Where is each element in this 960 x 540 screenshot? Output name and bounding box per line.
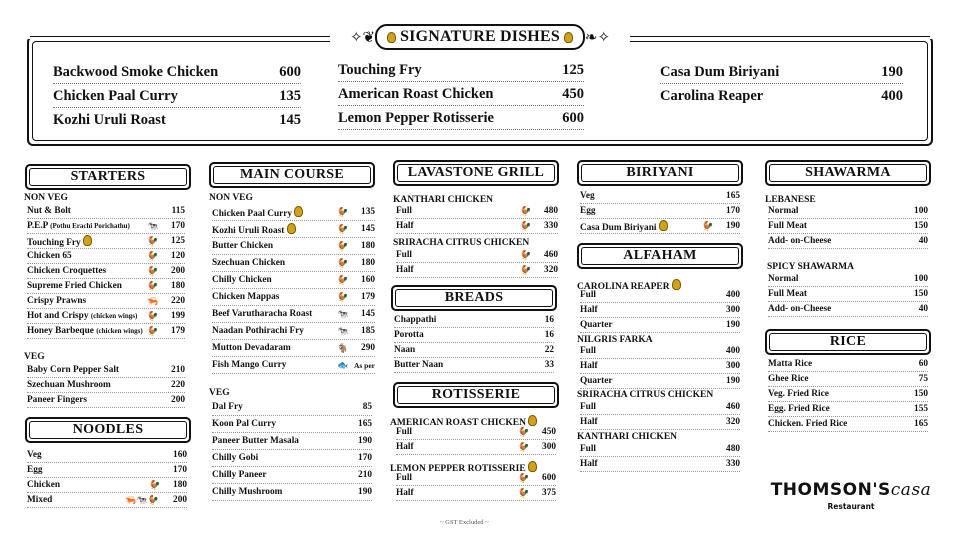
signature-item: Carolina Reaper 400 <box>660 88 903 104</box>
list-item: Full 400 <box>580 344 740 359</box>
list-item: P.E.P (Pothu Erachi Porichathu) 🐄 170 <box>27 219 185 234</box>
group-label: CAROLINA REAPER <box>577 279 681 292</box>
lavastone-list-1 <box>396 204 558 234</box>
chicken-icon: 🐓 <box>147 280 159 291</box>
mixed-icon: 🦐🐄🐓 <box>125 494 159 505</box>
medal-icon <box>83 235 92 246</box>
cow-icon: 🐄 <box>337 325 349 336</box>
section-header-rotisserie: ROTISSERIE <box>393 382 559 408</box>
list-item: Quarter 190 <box>580 374 740 389</box>
signature-col-3 <box>660 60 903 108</box>
list-item: Veg 165 <box>580 189 740 204</box>
section-header-main-course: MAIN COURSE <box>209 162 375 188</box>
group-label: AMERICAN ROAST CHICKEN <box>390 415 537 428</box>
list-item: Naadan Pothirachi Fry 🐄 185 <box>212 323 375 340</box>
list-item: Dal Fry 85 <box>212 399 372 416</box>
list-item: Quarter 190 <box>580 318 740 333</box>
list-item: Hot and Crispy (chicken wings) 🐓 199 <box>27 309 185 324</box>
section-header-biriyani: BIRIYANI <box>577 160 743 186</box>
list-item: Egg 170 <box>580 204 740 219</box>
shawarma-list-1 <box>768 204 928 249</box>
chicken-icon: 🐓 <box>518 472 530 483</box>
list-item: Full Meat 150 <box>768 287 928 302</box>
chicken-icon: 🐓 <box>147 310 159 321</box>
list-item: Paneer Butter Masala 190 <box>212 433 372 450</box>
group-label: SRIRACHA CITRUS CHICKEN <box>393 238 530 248</box>
list-item: Half 🐓 300 <box>396 440 556 455</box>
category-label: NON VEG <box>209 193 253 203</box>
biriyani-list <box>580 189 740 234</box>
list-item: Fish Mango Curry 🐟 As per <box>212 357 375 374</box>
list-item: Paneer Fingers 200 <box>27 393 185 408</box>
list-item: Koon Pal Curry 165 <box>212 416 372 433</box>
list-item: Half 🐓 375 <box>396 486 556 501</box>
signature-item: Touching Fry 125 <box>338 58 584 82</box>
list-item: Chicken Croquettes 🐓 200 <box>27 264 185 279</box>
starters-nonveg-list <box>27 204 185 339</box>
signature-title-wrap <box>330 20 630 54</box>
list-item: Supreme Fried Chicken 🐓 180 <box>27 279 185 294</box>
list-item: Naan 22 <box>394 343 554 358</box>
list-item: Chilly Mushroom 190 <box>212 484 372 501</box>
chicken-icon: 🐓 <box>520 249 532 260</box>
chicken-icon: 🐓 <box>520 205 532 216</box>
rice-list <box>768 357 928 432</box>
chicken-icon: 🐓 <box>337 223 349 234</box>
list-item: Half 330 <box>580 457 740 472</box>
section-header-starters: STARTERS <box>25 164 191 190</box>
list-item: Mutton Devadaram 🐐 290 <box>212 340 375 357</box>
signature-title: SIGNATURE DISHES <box>375 24 585 50</box>
list-item: Szechuan Chicken 🐓 180 <box>212 255 375 272</box>
list-item: Half 300 <box>580 303 740 318</box>
list-item: Full 480 <box>580 442 740 457</box>
list-item: Chicken Mappas 🐓 179 <box>212 289 375 306</box>
main-veg-list <box>212 399 372 501</box>
section-header-rice: RICE <box>765 329 931 355</box>
list-item: Chappathi 16 <box>394 313 554 328</box>
lavastone-list-2 <box>396 248 558 278</box>
list-item: Crispy Prawns 🦐 220 <box>27 294 185 309</box>
list-item: Chicken 🐓 180 <box>27 478 187 493</box>
list-item: Butter Chicken 🐓 180 <box>212 238 375 255</box>
list-item: Chicken Paal Curry 🐓 135 <box>212 204 375 221</box>
list-item: Chilly Chicken 🐓 160 <box>212 272 375 289</box>
list-item: Ghee Rice 75 <box>768 372 928 387</box>
signature-col-2 <box>338 58 584 130</box>
list-item: Egg 170 <box>27 463 187 478</box>
ornament-left-icon: ✧❦ <box>349 27 376 46</box>
goat-icon: 🐐 <box>337 342 349 353</box>
list-item: Normal 100 <box>768 272 928 287</box>
group-label: KANTHARI CHICKEN <box>577 432 678 442</box>
chicken-icon: 🐓 <box>702 220 714 231</box>
chicken-icon: 🐓 <box>337 240 349 251</box>
section-header-shawarma: SHAWARMA <box>765 160 931 186</box>
ornament-right-icon: ❧✧ <box>584 27 611 46</box>
chicken-icon: 🐓 <box>337 257 349 268</box>
section-header-noodles: NOODLES <box>25 417 191 443</box>
category-label: NON VEG <box>24 193 68 203</box>
section-header-lavastone-grill: LAVASTONE GRILL <box>393 160 559 186</box>
list-item: Nut & Bolt 115 <box>27 204 185 219</box>
chicken-icon: 🐓 <box>520 264 532 275</box>
list-item: Chicken. Fried Rice 165 <box>768 417 928 432</box>
alfaham-list-4 <box>580 442 740 472</box>
group-label: NILGRIS FARKA <box>577 335 653 345</box>
shawarma-list-2 <box>768 272 928 317</box>
medal-icon <box>287 223 296 234</box>
group-label: SPICY SHAWARMA <box>767 262 855 272</box>
alfaham-list-3 <box>580 400 740 430</box>
fish-icon: 🐟 <box>337 359 349 370</box>
chicken-icon: 🐓 <box>337 274 349 285</box>
list-item: Full 🐓 460 <box>396 248 558 263</box>
chicken-icon: 🐓 <box>337 291 349 302</box>
chicken-icon: 🐓 <box>147 325 159 336</box>
list-item: Add- on-Cheese 40 <box>768 234 928 249</box>
list-item: Matta Rice 60 <box>768 357 928 372</box>
list-item: Chilly Gobi 170 <box>212 450 372 467</box>
section-header-alfaham: ALFAHAM <box>577 243 743 269</box>
list-item: Half 🐓 330 <box>396 219 558 234</box>
chicken-icon: 🐓 <box>518 441 530 452</box>
cow-icon: 🐄 <box>147 220 159 231</box>
signature-item: Backwood Smoke Chicken 600 <box>53 60 301 84</box>
list-item: Butter Naan 33 <box>394 358 554 373</box>
list-item: Full 400 <box>580 288 740 303</box>
list-item: Szechuan Mushroom 220 <box>27 378 185 393</box>
gst-note: ~ GST Excluded ~ <box>440 519 489 526</box>
list-item: Veg 160 <box>27 448 187 463</box>
signature-col-1 <box>53 60 301 132</box>
prawn-icon: 🦐 <box>147 295 159 306</box>
chicken-icon: 🐓 <box>147 235 159 246</box>
breads-list <box>394 313 554 373</box>
signature-item: Casa Dum Biriyani 190 <box>660 60 903 84</box>
list-item: Half 🐓 320 <box>396 263 558 278</box>
medal-icon <box>294 206 303 217</box>
medal-icon <box>387 32 396 43</box>
chicken-icon: 🐓 <box>518 487 530 498</box>
signature-item: Lemon Pepper Rotisserie 600 <box>338 106 584 130</box>
list-item: Baby Corn Pepper Salt 210 <box>27 363 185 378</box>
main-nonveg-list <box>212 204 375 374</box>
category-label: VEG <box>24 352 45 362</box>
alfaham-list-1 <box>580 288 740 333</box>
brand-logo: THOMSON'Scasa Restaurant <box>770 480 932 511</box>
medal-icon <box>659 220 668 231</box>
group-label: SRIRACHA CITRUS CHICKEN <box>577 390 714 400</box>
signature-item: Chicken Paal Curry 135 <box>53 84 301 108</box>
signature-item: American Roast Chicken 450 <box>338 82 584 106</box>
chicken-icon: 🐓 <box>518 426 530 437</box>
list-item: Half 320 <box>580 415 740 430</box>
list-item: Half 300 <box>580 359 740 374</box>
chicken-icon: 🐓 <box>147 250 159 261</box>
list-item: Kozhi Uruli Roast 🐓 145 <box>212 221 375 238</box>
list-item: Full 🐓 600 <box>396 471 556 486</box>
group-label: KANTHARI CHICKEN <box>393 195 494 205</box>
list-item: Touching Fry 🐓 125 <box>27 235 185 248</box>
list-item: Egg. Fried Rice 155 <box>768 402 928 417</box>
group-label: LEMON PEPPER ROTISSERIE <box>390 461 537 474</box>
alfaham-list-2 <box>580 344 740 389</box>
starters-veg-list <box>27 363 185 408</box>
rotisserie-list-2 <box>396 471 556 501</box>
list-item: Add- on-Cheese 40 <box>768 302 928 317</box>
noodles-list <box>27 448 187 508</box>
list-item: Honey Barbeque (chicken wings) 🐓 179 <box>27 324 185 339</box>
list-item: Full 🐓 480 <box>396 204 558 219</box>
group-label: LEBANESE <box>765 195 816 205</box>
list-item: Chilly Paneer 210 <box>212 467 372 484</box>
chicken-icon: 🐓 <box>149 479 161 490</box>
medal-icon <box>564 32 573 43</box>
list-item: Full 460 <box>580 400 740 415</box>
rotisserie-list-1 <box>396 425 556 455</box>
list-item: Beef Varutharacha Roast 🐄 145 <box>212 306 375 323</box>
list-item: Normal 100 <box>768 204 928 219</box>
list-item: Full 🐓 450 <box>396 425 556 440</box>
list-item: Mixed 🦐🐄🐓 200 <box>27 493 187 508</box>
chicken-icon: 🐓 <box>147 265 159 276</box>
section-header-breads: BREADS <box>391 285 557 311</box>
list-item: Full Meat 150 <box>768 219 928 234</box>
chicken-icon: 🐓 <box>337 206 349 217</box>
list-item: Porotta 16 <box>394 328 554 343</box>
list-item: Chicken 65 🐓 120 <box>27 249 185 264</box>
chicken-icon: 🐓 <box>520 220 532 231</box>
cow-icon: 🐄 <box>337 308 349 319</box>
signature-item: Kozhi Uruli Roast 145 <box>53 112 301 128</box>
list-item: Casa Dum Biriyani 🐓 190 <box>580 220 740 233</box>
list-item: Veg. Fried Rice 150 <box>768 387 928 402</box>
category-label: VEG <box>209 388 230 398</box>
